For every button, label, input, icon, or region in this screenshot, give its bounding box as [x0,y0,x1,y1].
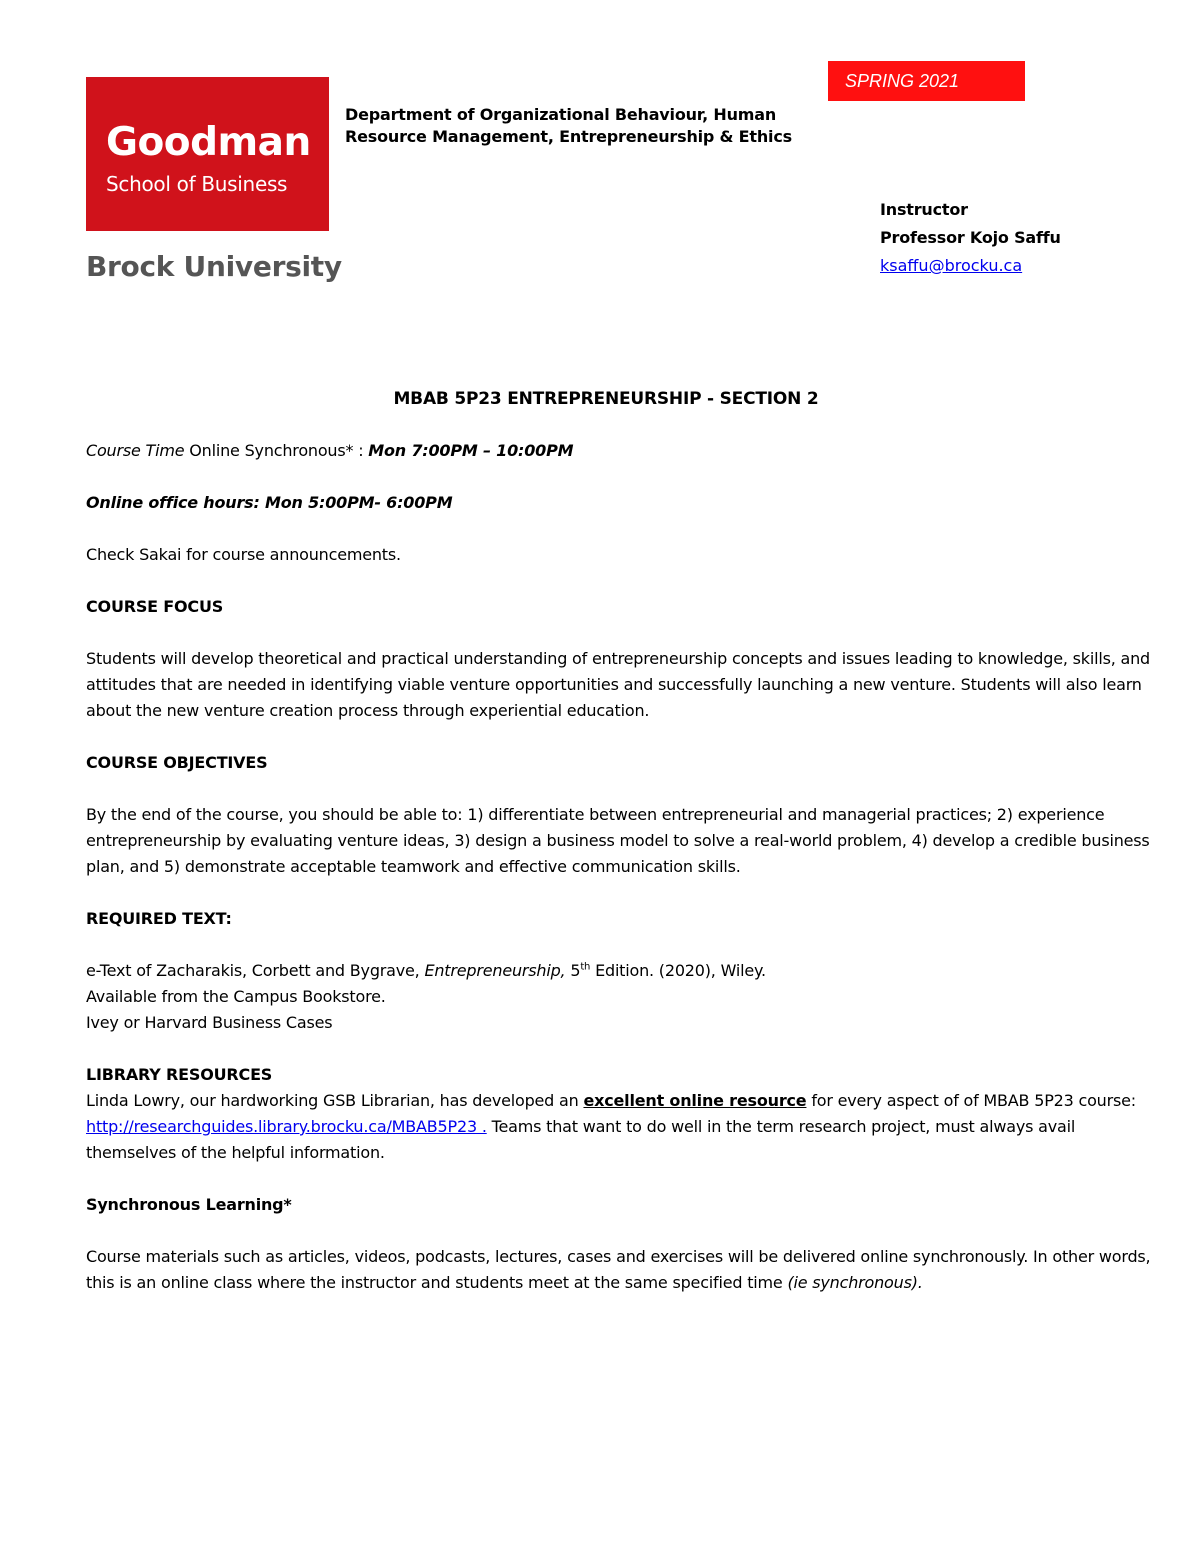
announcement-note: Check Sakai for course announcements. [86,545,401,564]
department-line-2: Resource Management, Entrepreneurship & Ethics [345,127,792,146]
office-hours-text: Online office hours: Mon 5:00PM- 6:00PM [86,493,453,512]
library-text-middle: for every aspect of of MBAB 5P23 course: [806,1091,1136,1110]
course-time-label: Course Time [86,441,185,460]
synchronous-text-italic: (ie synchronous). [787,1273,923,1292]
synchronous-text-body: Course materials such as articles, videos, podcasts, lectures, cases and exercises will be delivered online synchronously. In other words, this is an online class where the instructor and students meet at the same specified time [86,1247,1151,1292]
course-focus-text: Students will develop theoretical and practical understanding of entrepreneurship concepts and issues leading to knowledge, skills, and attitudes that are needed in identifying viable venture opportunities and successfully launching a new venture. Students will also learn about the new venture creation process through experiential education. [86,649,1150,720]
logo-subtitle: School of Business [106,172,288,196]
instructor-label: Instructor [880,200,968,219]
required-text-line-3: Ivey or Harvard Business Cases [86,1013,333,1032]
library-text [86,1088,1166,1166]
edition-suffix: th [580,961,591,973]
synchronous-heading: Synchronous Learning* [86,1195,292,1214]
course-objectives-text: By the end of the course, you should be able to: 1) differentiate between entrepreneurial and managerial practices; 2) experience entrepreneurship by evaluating venture ideas, 3) design a business model to solve a real-world problem, 4) develop a credible business plan, and 5) demonstrate acceptable teamwork and effective communication skills. [86,805,1150,876]
instructor-name: Professor Kojo Saffu [880,228,1061,247]
required-text-line-1 [86,958,1166,984]
research-guide-url-link[interactable]: http://researchguides.library.brocku.ca/MBAB5P23 . [86,1117,487,1136]
syllabus-body [86,386,1166,1296]
library-text-end: Teams that want to do well in the term research project, must always avail themselves of the helpful information. [86,1117,1076,1162]
edition-number: 5 [565,961,581,980]
course-objectives-heading: COURSE OBJECTIVES [86,753,268,772]
course-time-value: Mon 7:00PM – 10:00PM [368,441,574,460]
synchronous-text [86,1244,1166,1296]
required-text-line-2: Available from the Campus Bookstore. [86,987,386,1006]
course-title: MBAB 5P23 ENTREPRENEURSHIP - SECTION 2 [393,389,819,409]
library-heading: LIBRARY RESOURCES [86,1065,273,1084]
logo-name: Goodman [106,120,311,165]
library-text-start: Linda Lowry, our hardworking GSB Librarian, has developed an [86,1091,584,1110]
department-line-1: Department of Organizational Behaviour, Human [345,105,777,124]
course-focus-heading: COURSE FOCUS [86,597,224,616]
instructor-block [880,196,1061,280]
library-resource-link[interactable]: excellent online resource [583,1091,807,1110]
textbook-authors: e-Text of Zacharakis, Corbett and Bygrave, [86,961,425,980]
course-time-mode: Online Synchronous* : [184,441,369,460]
university-name: Brock University [86,250,342,283]
edition-info: Edition. (2020), Wiley. [590,961,766,980]
course-time [86,438,1166,464]
required-text-heading: REQUIRED TEXT: [86,909,232,928]
instructor-email-link[interactable]: ksaffu@brocku.ca [880,256,1023,275]
office-hours [86,490,1166,516]
term-badge: SPRING 2021 [828,61,1025,101]
textbook-title: Entrepreneurship, [424,961,566,980]
department-heading [345,104,825,148]
